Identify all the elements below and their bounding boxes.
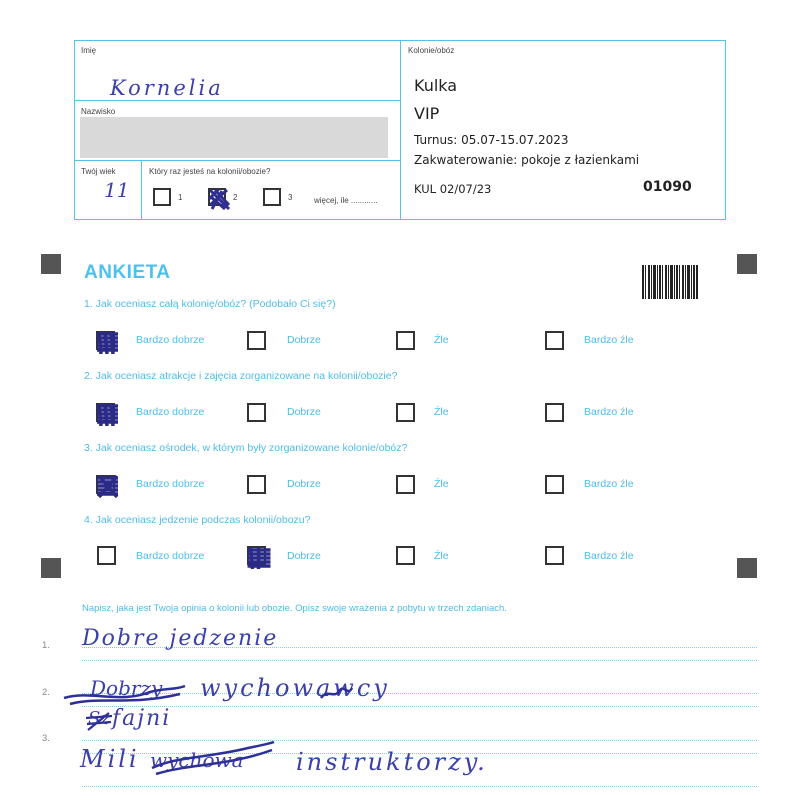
times-option-1-label: 1 [178, 193, 183, 202]
q2-option-very-bad-label: Bardzo źle [584, 406, 634, 418]
header-divider-age [141, 160, 142, 220]
q1-option-very-good-label: Bardzo dobrze [136, 334, 205, 346]
header-divider-h2 [74, 160, 400, 161]
strikethrough-scribble-icon [84, 710, 114, 732]
opinion-line-1b [82, 660, 757, 661]
q2-option-very-good-label: Bardzo dobrze [136, 406, 205, 418]
q4-option-very-bad-label: Bardzo źle [584, 550, 634, 562]
q1-option-bad-label: Źle [434, 334, 449, 346]
form-number: 01090 [643, 179, 692, 195]
times-option-2-label: 2 [233, 193, 238, 202]
q1-option-very-bad-checkbox[interactable] [545, 331, 564, 350]
opinion-answer-line-2-struck: Dobrzy [90, 676, 163, 700]
last-name-label: Nazwisko [81, 107, 116, 116]
question-2-text: 2. Jak oceniasz atrakcje i zajęcia zorganizowane na kolonii/obozie? [84, 370, 398, 382]
q2-option-very-bad-checkbox[interactable] [545, 403, 564, 422]
line-number-2: 2. [42, 687, 50, 698]
accommodation: Zakwaterowanie: pokoje z łazienkami [414, 153, 640, 167]
q1-option-good-checkbox[interactable] [247, 331, 266, 350]
opinion-prompt: Napisz, jaka jest Twoja opinia o kolonii lub obozie. Opisz swoje wrażenia z pobytu w trzech zdaniach. [82, 603, 507, 614]
q4-option-very-good-label: Bardzo dobrze [136, 550, 205, 562]
times-option-2-checkbox[interactable] [208, 188, 226, 206]
registration-marker-bottom-left [41, 558, 61, 578]
q4-option-bad-label: Źle [434, 550, 449, 562]
camp-label: Kolonie/obóz [408, 46, 455, 55]
header-divider-vertical [400, 40, 401, 220]
first-name-label: Imię [81, 46, 97, 55]
camp-code: KUL 02/07/23 [414, 182, 492, 196]
filled-scribble-icon [243, 545, 275, 570]
turnus-dates: Turnus: 05.07-15.07.2023 [414, 133, 569, 147]
last-name-redacted [80, 117, 388, 158]
header-divider-h1 [74, 100, 400, 101]
checkmark-scribble-icon [207, 187, 232, 212]
registration-marker-top-left [41, 254, 61, 274]
opinion-answer-line-3b[interactable]: instruktorzy. [296, 748, 488, 776]
times-option-3-label: 3 [288, 193, 293, 202]
opinion-answer-line-3b-struck: wychowa [150, 748, 244, 772]
q3-option-good-checkbox[interactable] [247, 475, 266, 494]
barcode-icon [642, 265, 698, 299]
line-number-3: 3. [42, 733, 50, 744]
camp-name: Kulka [414, 76, 458, 95]
opinion-line-4 [82, 786, 757, 787]
age-label: Twój wiek [81, 167, 116, 176]
q4-option-good-label: Dobrze [287, 550, 321, 562]
filled-scribble-icon [95, 402, 120, 427]
q4-option-good-checkbox[interactable] [247, 546, 266, 565]
q3-option-good-label: Dobrze [287, 478, 321, 490]
q3-option-very-good-checkbox[interactable] [96, 475, 115, 494]
opinion-answer-line-3a[interactable]: fajni [112, 706, 172, 731]
q3-option-bad-checkbox[interactable] [396, 475, 415, 494]
times-option-more-label: więcej, ile ............ [314, 196, 378, 205]
opinion-answer-line-3a-struck: Sz [88, 708, 110, 729]
line-number-1: 1. [42, 640, 50, 651]
q1-option-very-bad-label: Bardzo źle [584, 334, 634, 346]
times-option-1-checkbox[interactable] [153, 188, 171, 206]
strikethrough-scribble-icon [60, 676, 190, 710]
filled-scribble-icon [95, 330, 120, 355]
q1-option-very-good-checkbox[interactable] [96, 331, 115, 350]
opinion-answer-line-2[interactable]: wychowawcy [200, 674, 390, 702]
registration-marker-bottom-right [737, 558, 757, 578]
times-option-3-checkbox[interactable] [263, 188, 281, 206]
times-attended-label: Który raz jesteś na kolonii/obozie? [149, 167, 271, 176]
correction-scribble-icon [318, 682, 354, 704]
q3-option-very-bad-checkbox[interactable] [545, 475, 564, 494]
q3-option-very-bad-label: Bardzo źle [584, 478, 634, 490]
q2-option-bad-label: Źle [434, 406, 449, 418]
q1-option-bad-checkbox[interactable] [396, 331, 415, 350]
age-value[interactable]: 11 [104, 178, 130, 202]
question-3-text: 3. Jak oceniasz ośrodek, w którym były zorganizowane kolonie/obóz? [84, 442, 408, 454]
q2-option-bad-checkbox[interactable] [396, 403, 415, 422]
q4-option-very-bad-checkbox[interactable] [545, 546, 564, 565]
question-4-text: 4. Jak oceniasz jedzenie podczas kolonii/obozu? [84, 514, 311, 526]
q2-option-good-label: Dobrze [287, 406, 321, 418]
q2-option-very-good-checkbox[interactable] [96, 403, 115, 422]
strikethrough-scribble-icon [148, 738, 278, 778]
q3-option-very-good-label: Bardzo dobrze [136, 478, 205, 490]
opinion-answer-line-3b-mili[interactable]: Mili [80, 745, 140, 773]
q3-option-bad-label: Źle [434, 478, 449, 490]
q4-option-bad-checkbox[interactable] [396, 546, 415, 565]
q4-option-very-good-checkbox[interactable] [97, 546, 116, 565]
first-name-value[interactable]: Kornelia [110, 76, 224, 100]
q1-option-good-label: Dobrze [287, 334, 321, 346]
q2-option-good-checkbox[interactable] [247, 403, 266, 422]
camp-type: VIP [414, 104, 440, 123]
question-1-text: 1. Jak oceniasz całą kolonię/obóz? (Podobało Ci się?) [84, 298, 336, 310]
registration-marker-top-right [737, 254, 757, 274]
opinion-answer-line-1[interactable]: Dobre jedzenie [82, 626, 279, 651]
survey-title: ANKIETA [84, 262, 171, 283]
filled-scribble-icon [95, 474, 120, 499]
